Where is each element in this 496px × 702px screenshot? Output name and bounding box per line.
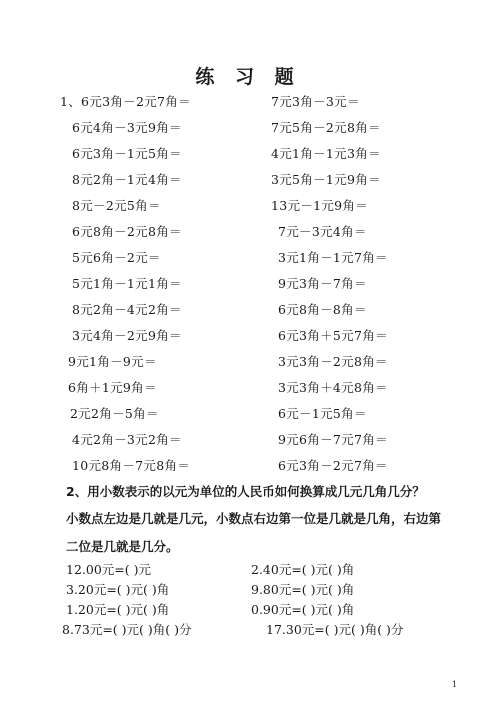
problem-left: 8元2角－1元4角＝ <box>72 172 182 187</box>
conversion-right: 0.90元=( )元( )角 <box>251 602 355 617</box>
problem-left: 1、6元3角－2元7角＝ <box>60 94 191 109</box>
problem-right: 7元－3元4角＝ <box>278 224 367 239</box>
problem-left: 8元2角－4元2角＝ <box>72 302 182 317</box>
problem-left: 5元1角－1元1角＝ <box>72 276 182 291</box>
problem-right: 6元8角－8角＝ <box>278 302 367 317</box>
conversion-right: 17.30元=( )元( )角( )分 <box>266 622 404 637</box>
problem-right: 9元6角－7元7角＝ <box>278 432 388 447</box>
problem-left: 4元2角－3元2角＝ <box>72 432 182 447</box>
problem-right: 9元3角－7角＝ <box>278 276 367 291</box>
problem-right: 13元－1元9角＝ <box>271 198 369 213</box>
problem-left: 3元4角－2元9角＝ <box>72 328 182 343</box>
problem-right: 6元3角＋5元7角＝ <box>278 328 388 343</box>
problem-left: 6元4角－3元9角＝ <box>72 120 182 135</box>
conversion-right: 9.80元=( )元( )角 <box>251 582 355 597</box>
page-number: 1 <box>452 680 458 689</box>
page-title: 练 习 题 <box>195 66 301 88</box>
conversion-right: 2.40元=( )元( )角 <box>251 562 355 577</box>
problem-left: 10元8角－7元8角＝ <box>72 458 191 473</box>
conversion-left: 12.00元=( )元 <box>66 562 151 577</box>
problem-right: 3元1角－1元7角＝ <box>278 250 388 265</box>
problem-right: 6元－1元5角＝ <box>278 406 367 421</box>
problem-left: 6元3角－1元5角＝ <box>72 146 182 161</box>
section-2-rule-line1: 小数点左边是几就是几元，小数点右边第一位是几就是几角，右边第 <box>66 511 442 526</box>
section-2-heading: 2、用小数表示的以元为单位的人民币如何换算成几元几角几分？ <box>66 484 425 499</box>
problem-right: 6元3角－2元7角＝ <box>278 458 388 473</box>
problem-right: 3元3角－2元8角＝ <box>278 354 388 369</box>
problem-left: 6角＋1元9角＝ <box>68 380 157 395</box>
conversion-left: 3.20元=( )元( )角 <box>66 582 170 597</box>
problem-right: 7元3角－3元＝ <box>271 94 360 109</box>
problem-left: 5元6角－2元＝ <box>72 250 161 265</box>
section-2-rule-line2: 二位是几就是几分。 <box>66 539 179 554</box>
problem-right: 7元5角－2元8角＝ <box>271 120 381 135</box>
problem-left: 6元8角－2元8角＝ <box>72 224 182 239</box>
conversion-left: 8.73元=( )元( )角( )分 <box>62 622 192 637</box>
problem-right: 3元3角＋4元8角＝ <box>278 380 388 395</box>
conversion-left: 1.20元=( )元( )角 <box>66 602 170 617</box>
problem-left: 2元2角－5角＝ <box>70 406 159 421</box>
problem-right: 3元5角－1元9角＝ <box>271 172 381 187</box>
problem-right: 4元1角－1元3角＝ <box>271 146 381 161</box>
problem-left: 9元1角－9元＝ <box>68 354 157 369</box>
problem-left: 8元－2元5角＝ <box>72 198 161 213</box>
